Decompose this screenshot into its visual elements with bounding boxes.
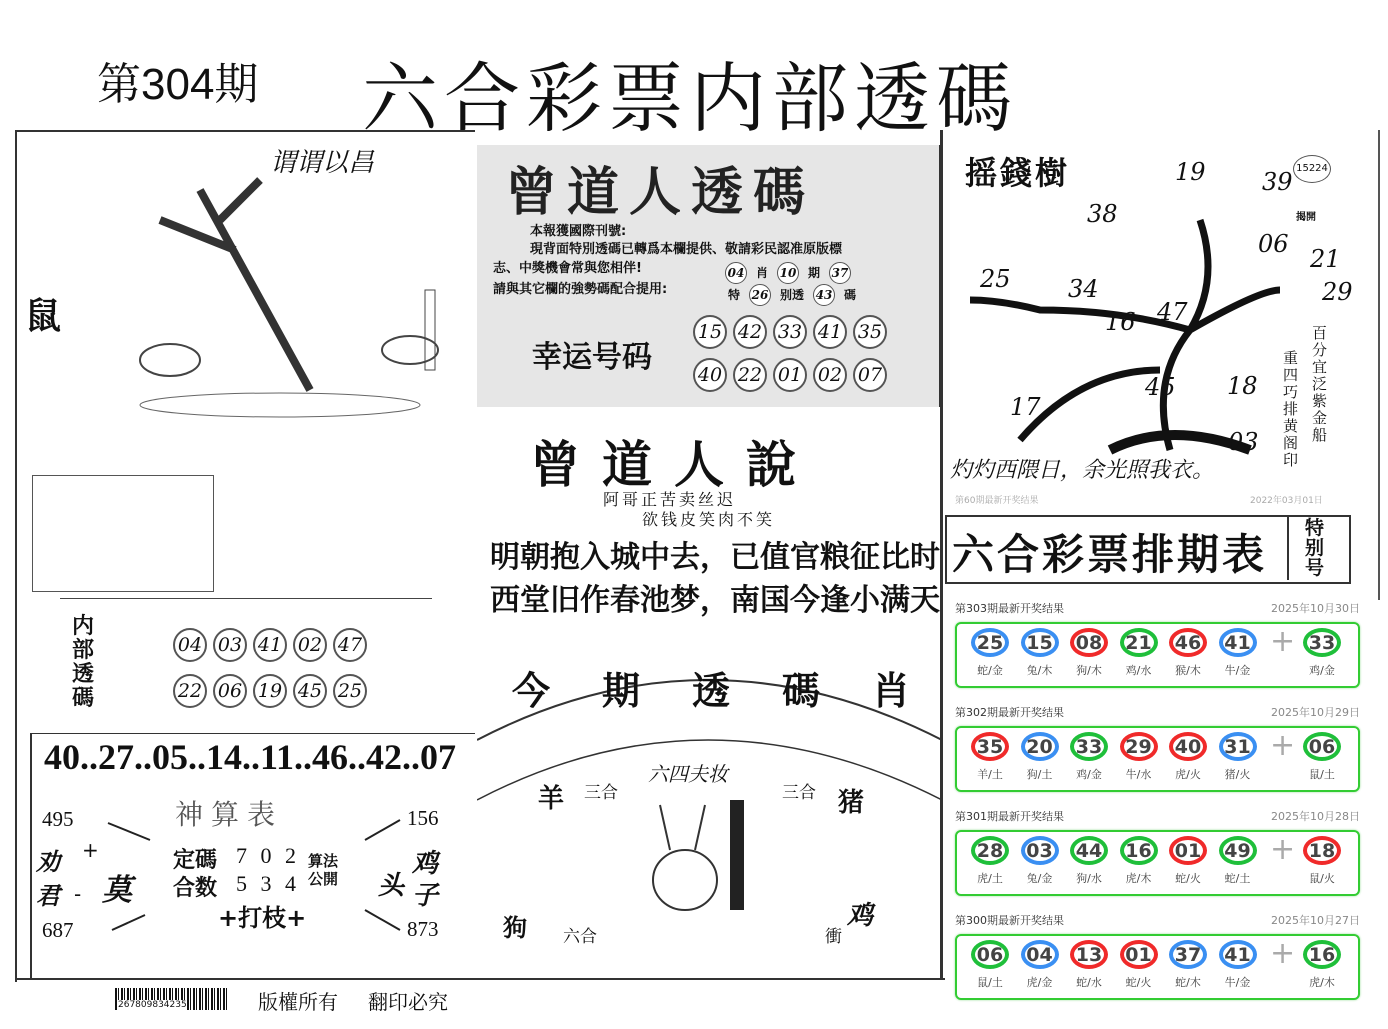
zodiac-label: 虎/火 (1175, 768, 1201, 781)
number-circle: 35 (853, 315, 887, 349)
inner-row-1 (170, 628, 370, 662)
special-row-2 (722, 284, 862, 306)
arc-pig: 猪 (838, 788, 865, 818)
zodiac-label: 牛/金 (1224, 664, 1251, 677)
number-ball: 01 (1169, 836, 1207, 865)
inner-code-label: 内部透碼 (72, 614, 95, 711)
money-tree-title: 摇錢樹 (965, 154, 1071, 192)
verse-line-2: 西堂旧作春池梦，南国今逢小满天 (490, 583, 940, 618)
tree-number: 16 (1105, 308, 1136, 336)
number-ball: 21 (1120, 628, 1158, 657)
zodiac-label: 狗/水 (1076, 872, 1102, 885)
dingma-digits: 7 0 2 (236, 843, 300, 868)
number-circle: 22 (173, 674, 207, 708)
dazhi-label: +打枝+ (218, 904, 307, 932)
zodiac-label: 蛇/水 (1076, 976, 1102, 989)
left-chars: 劝君 (36, 847, 60, 910)
plus-icon: + (1270, 936, 1296, 971)
number-ball: 37 (1169, 940, 1207, 969)
tree-number: 34 (1068, 275, 1099, 303)
special-ball: 33 (1303, 628, 1341, 657)
verse-line-1: 明朝抱入城中去，已值官粮征比时 (490, 540, 940, 575)
zodiac-label: 蛇/金 (977, 664, 1003, 677)
label-char: 期 (808, 266, 821, 280)
draw-title: 第303期最新开奖结果 (955, 602, 1064, 615)
arc-sanhe-2: 三合 (782, 783, 816, 803)
number-circle: 26 (749, 284, 771, 306)
number-circle: 25 (333, 674, 367, 708)
left-plus: + (82, 838, 99, 862)
special-ball: 18 (1303, 836, 1341, 865)
zodiac-label: 羊/土 (977, 768, 1003, 781)
number-circle: 04 (173, 628, 207, 662)
zodiac-label: 狗/土 (1026, 768, 1053, 781)
tree-number: 29 (1322, 278, 1353, 306)
zodiac-label: 兔/金 (1026, 872, 1053, 885)
number-ball: 33 (1070, 732, 1108, 761)
zodiac-label: 鼠/土 (1309, 768, 1335, 781)
special-row-1 (722, 262, 854, 284)
special-label: 特别号 (1305, 517, 1325, 579)
number-circle: 06 (213, 674, 247, 708)
zodiac-label: 鼠/土 (977, 976, 1003, 989)
number-ball: 41 (1219, 628, 1257, 657)
number-ball: 01 (1120, 940, 1158, 969)
rabbit-illustration (625, 795, 755, 920)
poem-1: 阿哥正苦卖丝迟 (603, 490, 737, 509)
balls-box (955, 622, 1360, 688)
zodiac-label: 猪/火 (1224, 768, 1251, 781)
zodiac-label: 虎/土 (977, 872, 1003, 885)
tree-number: 17 (1010, 393, 1041, 421)
notice-1: 本報獲國際刊號: (530, 224, 627, 239)
stamp-label: 揭開 (1296, 212, 1316, 223)
schedule-title: 六合彩票排期表 (952, 530, 1268, 579)
number-circle: 01 (773, 358, 807, 392)
copyright: 版權所有 (258, 990, 338, 1014)
number-ball: 49 (1219, 836, 1257, 865)
tree-number: 25 (980, 265, 1011, 293)
number-ball: 28 (971, 836, 1009, 865)
vertical-verse-2: 重四巧排黄阁印 (1283, 349, 1299, 469)
small-sketch (32, 475, 214, 592)
tree-number: 39 (1262, 168, 1293, 196)
right-edge (1378, 130, 1380, 600)
zodiac-label: 蛇/火 (1175, 872, 1201, 885)
tree-number: 19 (1175, 158, 1206, 186)
faded-date: 2022年03月01日 (1250, 496, 1323, 506)
number-ball: 16 (1120, 836, 1158, 865)
number-ball: 29 (1120, 732, 1158, 761)
side-char: 鼠 (25, 296, 62, 337)
heshu-digits: 5 3 4 (236, 871, 300, 896)
zodiac-label: 蛇/土 (1224, 872, 1251, 885)
label-char: 别透 (780, 288, 805, 302)
zodiac-label: 鼠/火 (1309, 872, 1335, 885)
right-char: 头 (378, 871, 405, 901)
number-circle: 02 (813, 358, 847, 392)
number-ball: 41 (1219, 940, 1257, 969)
draw-date: 2025年10月30日 (1271, 602, 1360, 615)
shuo-title: 曾道人說 (530, 436, 818, 494)
barcode-number: 267809834235 (118, 1000, 187, 1010)
plus-icon: + (1270, 728, 1296, 763)
tree-caption: 谓谓以昌 (270, 148, 375, 178)
balls-box (955, 726, 1360, 792)
zodiac-label: 兔/木 (1026, 664, 1053, 677)
num-495: 495 (42, 807, 74, 831)
number-ball: 25 (971, 628, 1009, 657)
number-circle: 45 (293, 674, 327, 708)
number-circle: 03 (213, 628, 247, 662)
stamp: 15224 (1293, 155, 1331, 183)
number-ball: 15 (1021, 628, 1059, 657)
number-ball: 06 (971, 940, 1009, 969)
lucky-row-1 (690, 315, 890, 349)
notice-3: 志、中獎機會常與您相伴! (493, 261, 642, 276)
number-ball: 04 (1021, 940, 1059, 969)
arc-title: 今期透碼肖 (512, 669, 963, 713)
zodiac-label: 虎/木 (1125, 872, 1152, 885)
tree-number: 18 (1227, 372, 1258, 400)
arc-sheep: 羊 (538, 784, 565, 814)
right-chars: 鸡子 (412, 849, 439, 911)
page-title: 六合彩票内部透碼 (362, 54, 1018, 143)
draw-date: 2025年10月27日 (1271, 914, 1360, 927)
arc-dog: 狗 (503, 914, 527, 942)
arc-sanhe-1: 三合 (584, 783, 618, 803)
number-ball: 31 (1219, 732, 1257, 761)
number-circle: 02 (293, 628, 327, 662)
number-circle: 07 (853, 358, 887, 392)
number-circle: 19 (253, 674, 287, 708)
zodiac-label: 鸡/水 (1125, 664, 1152, 677)
number-ball: 08 (1070, 628, 1108, 657)
suanfa-label: 算法公開 (308, 852, 339, 888)
number-circle: 43 (813, 284, 835, 306)
number-circle: 41 (813, 315, 847, 349)
tree-number: 47 (1157, 298, 1188, 326)
right-divider (940, 130, 943, 980)
bottom-rule (15, 978, 945, 980)
heshu-label: 合数 (173, 876, 218, 901)
tree-poem: 灼灼西隈日，余光照我衣。 (950, 458, 1215, 483)
faded-issue: 第60期最新开奖结果 (955, 496, 1039, 506)
tree-number: 45 (1145, 373, 1176, 401)
left-minus: - (74, 882, 82, 906)
draw-title: 第301期最新开奖结果 (955, 810, 1064, 823)
tree-number: 38 (1087, 200, 1118, 228)
number-circle: 33 (773, 315, 807, 349)
zodiac-label: 牛/金 (1224, 976, 1251, 989)
number-ball: 35 (971, 732, 1009, 761)
balls-box (955, 830, 1360, 896)
left-big-char: 莫 (102, 873, 132, 908)
plus-icon: + (1270, 624, 1296, 659)
num-156: 156 (407, 806, 439, 830)
number-circle: 40 (693, 358, 727, 392)
big-numbers: 40..27..05..14..11..46..42..07 (44, 737, 457, 777)
shensuan-title: 神算表 (175, 798, 284, 831)
number-ball: 40 (1169, 732, 1207, 761)
notice-4: 請與其它欄的強勢碼配合提用: (493, 282, 668, 297)
inner-row-2 (170, 674, 370, 708)
arc-chong: 衝 (825, 927, 842, 947)
zeng-title: 曾道人透碼 (505, 163, 816, 223)
zodiac-label: 蛇/木 (1175, 976, 1201, 989)
num-873: 873 (407, 917, 439, 941)
arc-liuhe: 六合 (563, 927, 597, 947)
issue-number: 第304期 (97, 60, 259, 109)
zodiac-label: 蛇/火 (1125, 976, 1152, 989)
draw-date: 2025年10月29日 (1271, 706, 1360, 719)
reprint-reserved: 翻印必究 (368, 990, 448, 1014)
zodiac-label: 狗/木 (1076, 664, 1102, 677)
draw-result (955, 704, 1360, 792)
lucky-row-2 (690, 358, 890, 392)
zodiac-label: 鸡/金 (1309, 664, 1335, 677)
number-circle: 04 (725, 262, 747, 284)
poem-2: 欲钱皮笑肉不笑 (642, 510, 776, 529)
label-char: 肖 (756, 266, 769, 280)
special-ball: 16 (1303, 940, 1341, 969)
number-circle: 22 (733, 358, 767, 392)
number-circle: 42 (733, 315, 767, 349)
zodiac-label: 虎/金 (1026, 976, 1053, 989)
draw-result (955, 808, 1360, 896)
draw-result (955, 912, 1360, 1000)
number-ball: 44 (1070, 836, 1108, 865)
vertical-verse-1: 百分宜泛紫金船 (1312, 324, 1328, 444)
num-687: 687 (42, 918, 74, 942)
divider (60, 598, 432, 599)
balls-box (955, 934, 1360, 1000)
number-circle: 10 (777, 262, 799, 284)
number-circle: 15 (693, 315, 727, 349)
tree-horse-illustration (60, 160, 470, 430)
number-ball: 03 (1021, 836, 1059, 865)
zodiac-label: 鸡/金 (1076, 768, 1102, 781)
label-char: 特 (728, 288, 741, 302)
draw-title: 第300期最新开奖结果 (955, 914, 1064, 927)
number-ball: 20 (1021, 732, 1059, 761)
draw-title: 第302期最新开奖结果 (955, 706, 1064, 719)
notice-2: 現背面特別透碼已轉爲本欄提供、敬請彩民認准原版標 (530, 242, 843, 257)
arc-rooster: 鸡 (847, 901, 874, 931)
special-ball: 06 (1303, 732, 1341, 761)
lucky-label: 幸运号码 (532, 340, 652, 375)
number-ball: 13 (1070, 940, 1108, 969)
draw-result (955, 600, 1360, 688)
draw-date: 2025年10月28日 (1271, 810, 1360, 823)
number-circle: 37 (829, 262, 851, 284)
number-circle: 47 (333, 628, 367, 662)
arc-liusi: 六四夫妆 (648, 762, 728, 786)
label-char: 碼 (844, 288, 857, 302)
dingma-label: 定碼 (173, 848, 218, 873)
number-ball: 46 (1169, 628, 1207, 657)
zodiac-label: 猴/木 (1175, 664, 1201, 677)
number-circle: 41 (253, 628, 287, 662)
zodiac-label: 虎/木 (1309, 976, 1335, 989)
plus-icon: + (1270, 832, 1296, 867)
zodiac-label: 牛/水 (1125, 768, 1152, 781)
tree-number: 21 (1310, 245, 1341, 273)
tree-number: 06 (1258, 230, 1289, 258)
tree-number: 03 (1228, 428, 1259, 456)
